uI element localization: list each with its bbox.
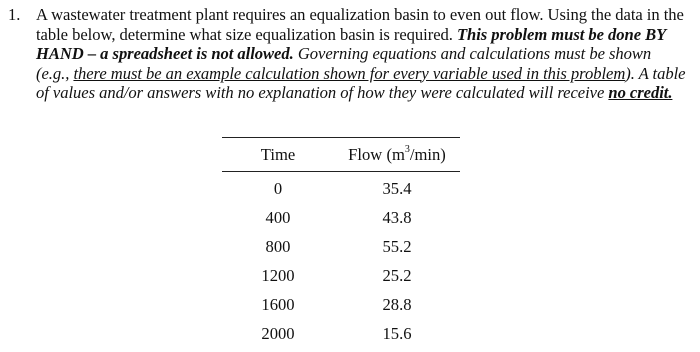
problem-text xyxy=(36,5,688,103)
no-credit-emphasis: no credit. xyxy=(608,83,673,102)
example-calculation-requirement: there must be an example calculation shown for every variable used in this problem xyxy=(73,63,626,83)
table-header-row xyxy=(222,138,460,172)
flow-header-suffix: /min) xyxy=(409,144,446,164)
time-column-header: Time xyxy=(222,138,334,172)
time-cell: 1200 xyxy=(261,265,295,285)
flow-cell: 43.8 xyxy=(382,207,412,227)
flow-header-superscript: 3 xyxy=(404,143,410,155)
problem-number: 1. xyxy=(8,5,21,24)
flow-cell: 55.2 xyxy=(382,236,412,256)
table-row xyxy=(222,232,460,261)
table-row xyxy=(222,290,460,319)
flow-cell: 15.6 xyxy=(382,323,412,343)
time-cell: 1600 xyxy=(261,294,295,314)
flow-cell: 25.2 xyxy=(382,265,412,285)
flow-header-prefix: Flow (m xyxy=(348,144,405,164)
flow-column-header xyxy=(334,138,460,172)
table-row xyxy=(222,261,460,290)
calculation-requirement: Governing equations and calculations must be shown (e.g., xyxy=(36,44,652,83)
time-cell: 2000 xyxy=(261,323,295,343)
time-cell: 0 xyxy=(273,178,283,198)
problem-statement xyxy=(8,5,688,103)
time-cell: 800 xyxy=(265,236,291,256)
by-hand-requirement: This problem must be done BY HAND – a spreadsheet is not allowed. xyxy=(36,24,666,63)
credit-warning: ). A table of values and/or answers with no explanation of how they were calculated will receive xyxy=(36,63,686,102)
time-cell: 400 xyxy=(265,207,291,227)
flow-cell: 28.8 xyxy=(382,294,412,314)
problem-text-intro: A wastewater treatment plant requires an equalization basin to even out flow. Using the data in the table below, determine what size equalization basin is required. xyxy=(36,5,684,44)
table-row xyxy=(222,319,460,348)
table-row xyxy=(222,172,460,204)
table-row xyxy=(222,203,460,232)
flow-cell: 35.4 xyxy=(382,178,412,198)
flow-data-table xyxy=(222,137,460,348)
